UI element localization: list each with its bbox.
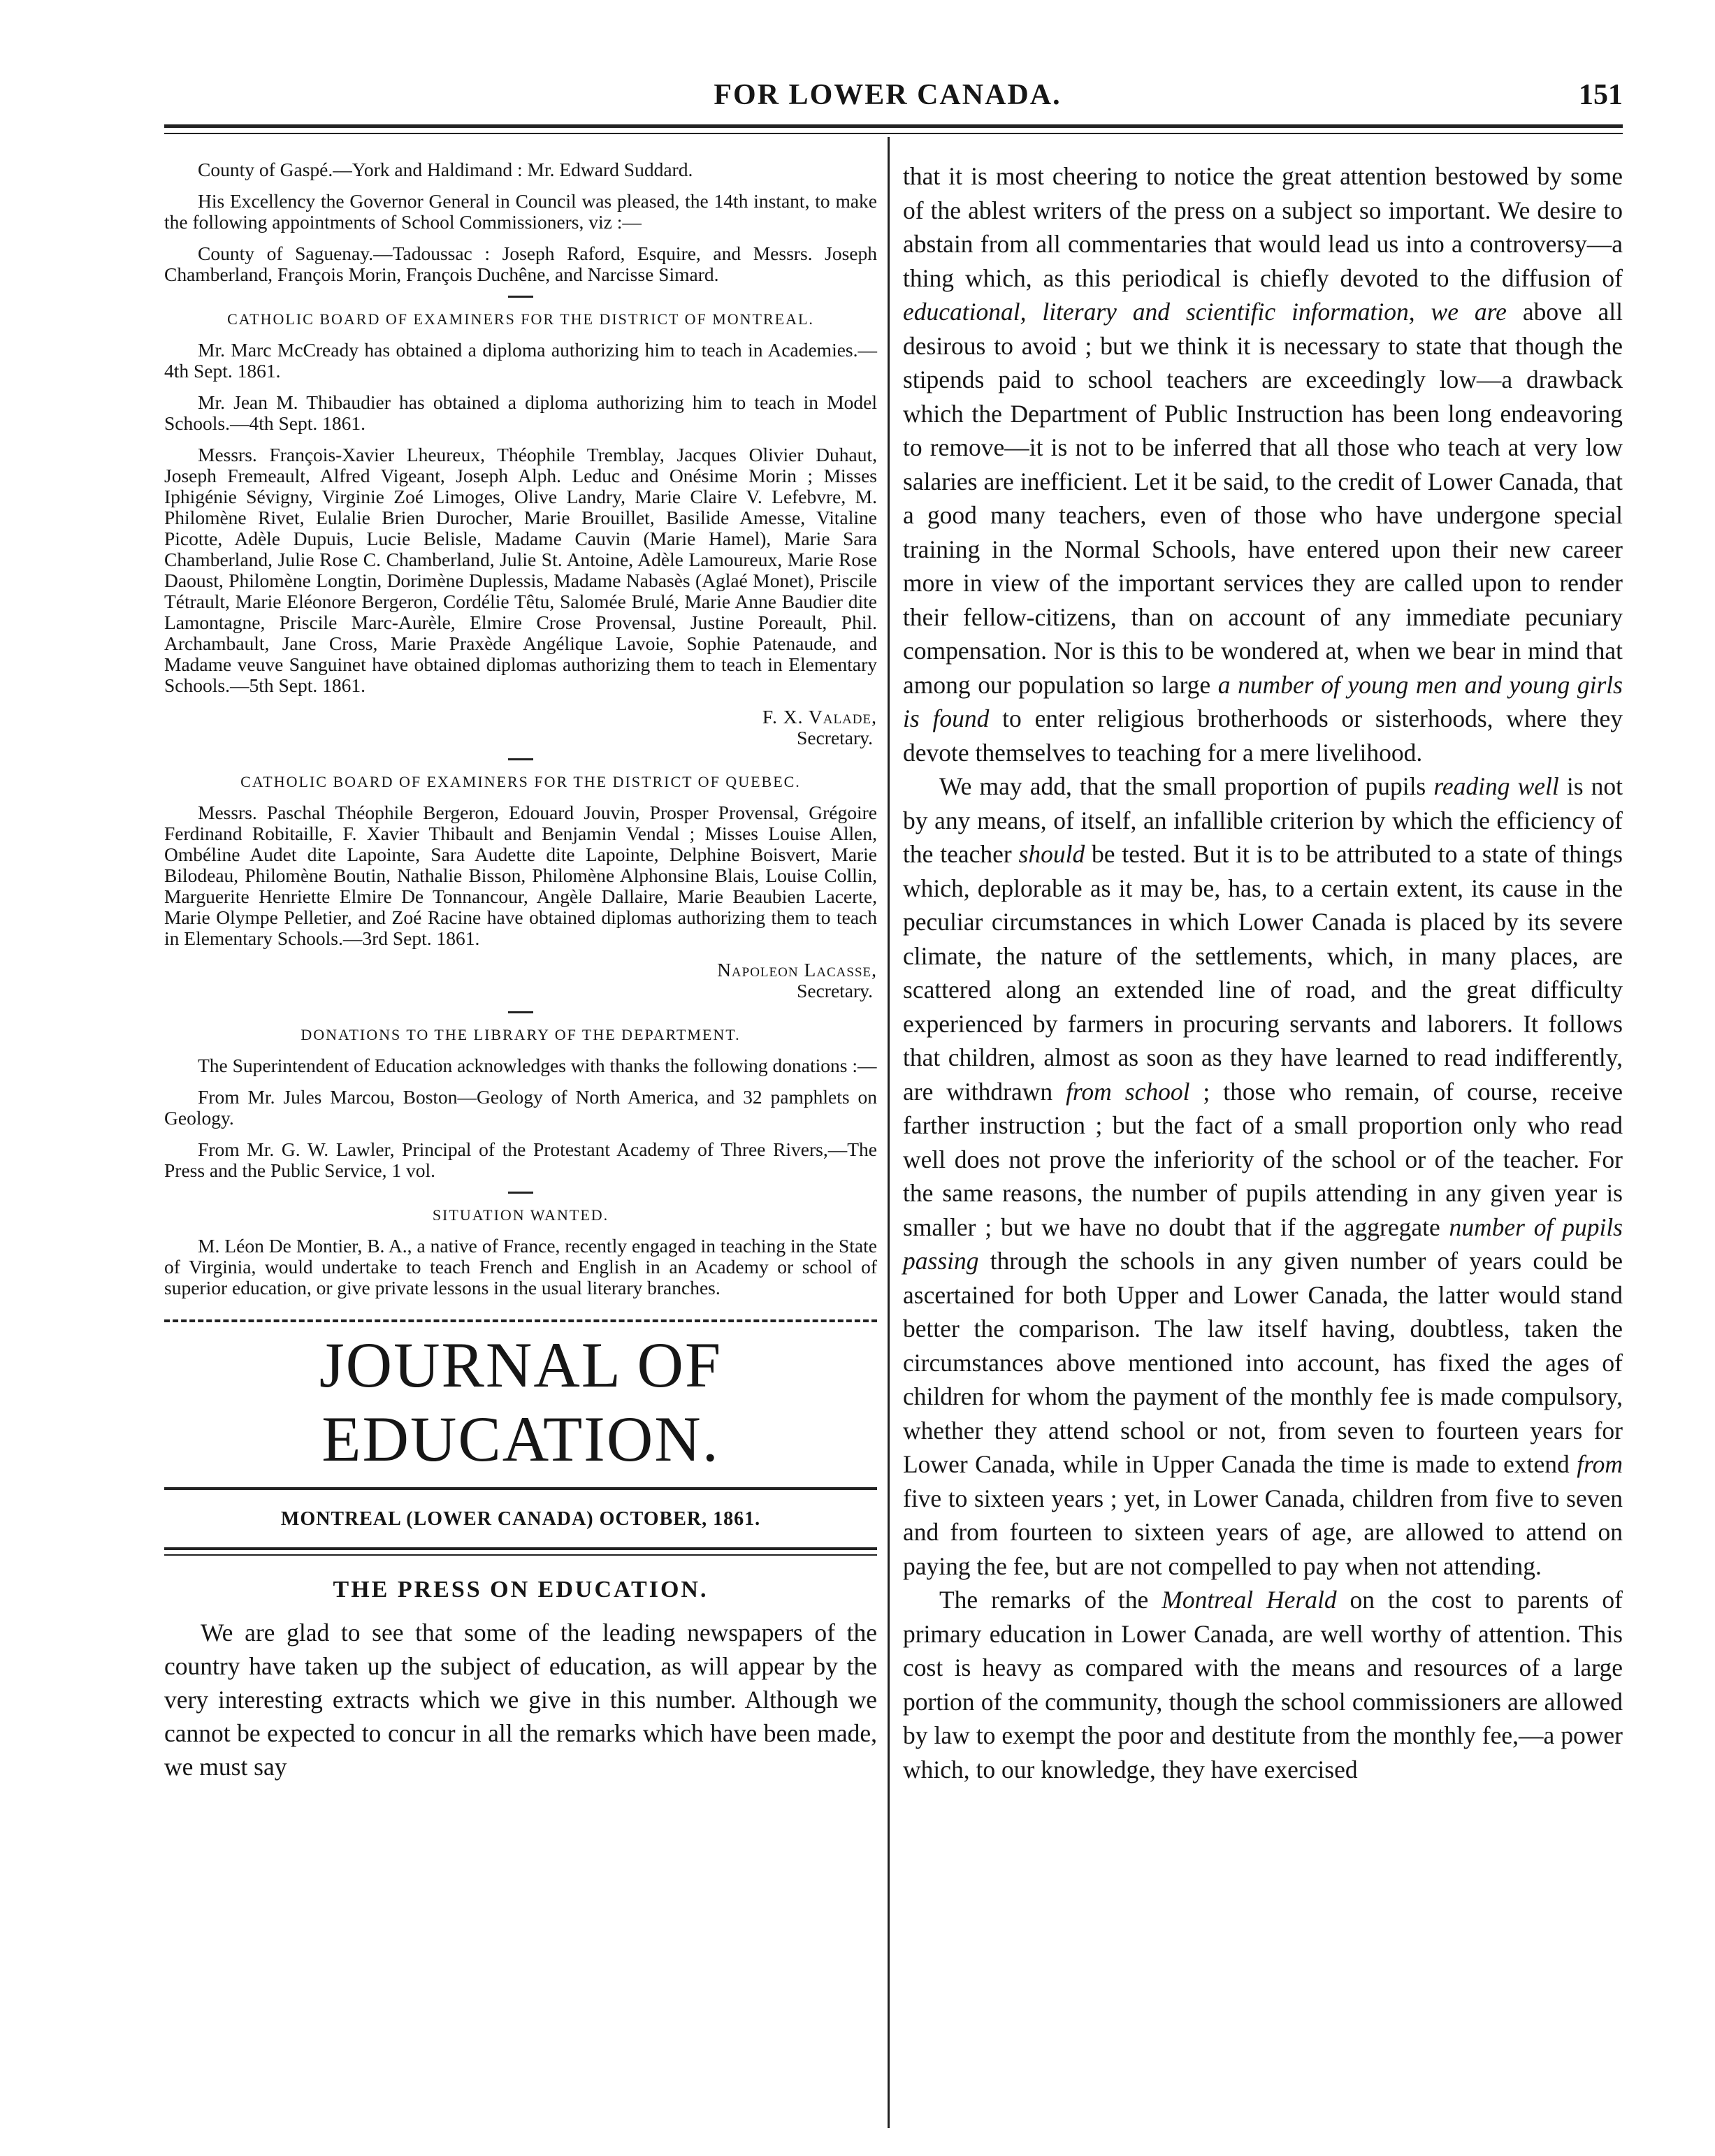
notice-paragraph: From Mr. Jules Marcou, Boston—Geology of North America, and 32 pamphlets on Geology. xyxy=(164,1086,877,1129)
article-paragraph: We are glad to see that some of the leading newspapers of the country have taken up the subject of education, as will appear by the very interesting extracts which we give in this number. Although we cannot be expected to concur in all the remarks which have been made, we must say xyxy=(164,1619,877,1781)
italic-run: from xyxy=(1577,1450,1623,1478)
signature xyxy=(164,707,877,748)
text-run: ; those who remain, of course, receive farther instruction ; but the fact of a small proportion only who read well does not prove the inferiority of the school or of the teacher. For the same reasons, the number of pupils attending in any given year is smaller ; but we have no doubt that if the aggregate xyxy=(903,1077,1623,1241)
italic-run: Montreal Herald xyxy=(1162,1586,1337,1614)
notice-paragraph: From Mr. G. W. Lawler, Principal of the Protestant Academy of Three Rivers,—The Press and the Public Service, 1 vol. xyxy=(164,1138,877,1181)
italic-run: reading well xyxy=(1433,772,1559,800)
text-run: that it is most cheering to notice the great attention bestowed by some of the ablest writers of the press on a subject so important. We desire to abstain from all commentaries that would lead us into a controversy—a thing which, as this periodical is chiefly devoted to the diffusion of xyxy=(903,162,1623,292)
italic-run: a number of young men and young girls is found xyxy=(903,670,1623,732)
right-column xyxy=(903,159,1623,1786)
section-heading: CATHOLIC BOARD OF EXAMINERS FOR THE DISTRICT OF MONTREAL. xyxy=(227,310,814,328)
dashed-rule xyxy=(164,1319,877,1322)
notice-paragraph: Mr. Marc McCready has obtained a diploma authorizing him to teach in Academies.—4th Sept. 1861. xyxy=(164,339,877,382)
section-dash xyxy=(508,296,533,298)
article-paragraph xyxy=(903,769,1623,1583)
notice-paragraph: County of Saguenay.—Tadoussac : Joseph Raford, Esquire, and Messrs. Joseph Chamberland, François Morin, François Duchêne, and Narcisse Simard. xyxy=(164,243,877,285)
article-paragraph xyxy=(903,1583,1623,1786)
column-divider xyxy=(888,137,890,2128)
notice-paragraph: Messrs. François-Xavier Lheureux, Théophile Tremblay, Jacques Olivier Duhaut, Joseph Fremeault, Alfred Vigeant, Joseph Alph. Leduc and Onésime Morin ; Misses Iphigénie Sévigny, Virginie Zoé Limoges, Olive Landry, Marie Claire V. Lefebvre, M. Philomène Rivet, Eulalie Brien Durocher, Marie Brouillet, Basilide Amesse, Vitaline Picotte, Adèle Dupuis, Lucie Belisle, Madame Cauvin (Marie Hamel), Marie Sara Chamberland, Julie Rose C. Chamberland, Julie St. Antoine, Adèle Lamoureux, Marie Rose Daoust, Philomène Longtin, Dorimène Duplessis, Madame Nabasès (Aglaé Monet), Priscile Tétrault, Marie Eléonore Bergeron, Cordélie Têtu, Salomée Brulé, Marie Anne Baudier dite Lamontagne, Priscile Marc-Aurèle, Elmire Crose Provensal, Justine Poreault, Phil. Archambault, Jane Cross, Marie Praxède Angélique Lavoie, Sophie Patenaude, and Madame veuve Sanguinet have obtained diplomas authorizing them to teach in Elementary Schools.—5th Sept. 1861. xyxy=(164,444,877,696)
header-rule xyxy=(164,124,1623,128)
article-title: THE PRESS ON EDUCATION. xyxy=(333,1577,709,1602)
text-run: through the schools in any given number of years could be ascertained for both Upper and Lower Canada, the latter would stand better the comparison. The law itself having, doubtless, taken the circumstances above mentioned into account, has fixed the ages of children for whom the payment of the monthly fee is made compulsory, whether they attend school or not, from seven to fourteen years for Lower Canada, while in Upper Canada the time is made to extend xyxy=(903,1247,1623,1478)
journal-title: JOURNAL OF EDUCATION. xyxy=(319,1329,723,1475)
section-dash xyxy=(508,1011,533,1013)
article-body xyxy=(164,1616,877,1784)
signature-title: Secretary. xyxy=(797,727,873,748)
text-run: on the cost to parents of primary education in Lower Canada, are well worthy of attention. This cost is heavy as compared with the means and resources of a large portion of the community, though the school commissioners are allowed by law to exempt the poor and destitute from the monthly fee,—a power which, to our knowledge, they have exercised xyxy=(903,1586,1623,1784)
notice-paragraph: Mr. Jean M. Thibaudier has obtained a diploma authorizing him to teach in Model Schools.—4th Sept. 1861. xyxy=(164,391,877,434)
text-run: be tested. But it is to be attributed to a state of things which, deplorable as it may be, has, to a certain extent, its cause in the peculiar circumstances in which Lower Canada is placed by its severe climate, the nature of the settlements, which, in many places, are scattered along an extended line of road, and the great difficulty experienced by farmers in procuring servants and laborers. It follows that children, almost as soon as they have learned to read indifferently, are withdrawn xyxy=(903,840,1623,1106)
section-heading: SITUATION WANTED. xyxy=(432,1206,609,1224)
notice-paragraph: Messrs. Paschal Théophile Bergeron, Edouard Jouvin, Prosper Provensal, Grégoire Ferdinand Robitaille, F. Xavier Thibault and Benjamin Vendal ; Misses Louise Allen, Ombéline Audet dite Lapointe, Sara Audette dite Lapointe, Delphine Boisvert, Marie Bilodeau, Philomène Boutin, Nathalie Bisson, Philomène Alphonsine Blais, Louise Collin, Marguerite Henriette Elmire De Tonnancour, Angèle Dallaire, Marie Beaubien Lacerte, Marie Olympe Pelletier, and Zoé Racine have obtained diplomas authorizing them to teach in Elementary Schools.—3rd Sept. 1861. xyxy=(164,802,877,949)
notice-paragraph: M. Léon De Montier, B. A., a native of France, recently engaged in teaching in the State of Virginia, would undertake to teach French and English in an Academy or school of superior education, or give private lessons in the usual literary branches. xyxy=(164,1235,877,1298)
dateline-rule-thin xyxy=(164,1554,877,1556)
text-run: The remarks of the xyxy=(939,1586,1162,1614)
italic-run: number of pupils passing xyxy=(903,1213,1623,1275)
text-run: We may add, that the small proportion of pupils xyxy=(939,772,1434,800)
italic-run: should xyxy=(1018,840,1085,868)
running-head: FOR LOWER CANADA. xyxy=(714,79,1062,111)
notice-paragraph: The Superintendent of Education acknowledges with thanks the following donations :— xyxy=(198,1055,877,1076)
signature-name: Napoleon Lacasse, xyxy=(717,959,877,981)
page-number: 151 xyxy=(1579,79,1623,111)
title-rule xyxy=(164,1487,877,1490)
notice-paragraph: County of Gaspé.—York and Haldimand : Mr. Edward Suddard. xyxy=(198,159,693,180)
italic-run: from school xyxy=(1066,1077,1190,1106)
section-heading: DONATIONS TO THE LIBRARY OF THE DEPARTMENT. xyxy=(301,1026,741,1043)
dateline-rule xyxy=(164,1547,877,1550)
header-rule-thin xyxy=(164,133,1623,134)
signature-title: Secretary. xyxy=(797,980,873,1001)
dateline: MONTREAL (LOWER CANADA) OCTOBER, 1861. xyxy=(280,1508,761,1530)
notices-block xyxy=(164,159,877,1298)
section-dash xyxy=(508,1192,533,1194)
text-run: five to sixteen years ; yet, in Lower Canada, children from five to seven and from fourteen to sixteen years of age, are allowed to attend on paying the fee, but are not compelled to pay when not attending. xyxy=(903,1484,1623,1580)
notice-paragraph: His Excellency the Governor General in Council was pleased, the 14th instant, to make the following appointments of School Commissioners, viz :— xyxy=(164,190,877,233)
signature xyxy=(164,960,877,1001)
signature-name: F. X. Valade, xyxy=(762,706,877,728)
text-run: above all desirous to avoid ; but we think it is necessary to state that though the stipends paid to school teachers are exceedingly low—a drawback which the Department of Public Instruction has been long endeavoring to remove—it is not to be inferred that all those who teach at very low salaries are inefficient. Let it be said, to the credit of Lower Canada, that a good many teachers, even of those who have undergone special training in the Normal Schools, have entered upon their new career more in view of the important services they are called upon to render their fellow-citizens, than on account of any immediate pecuniary compensation. Nor is this to be wondered at, when we bear in mind that among our population so large xyxy=(903,298,1623,699)
article-paragraph xyxy=(903,159,1623,769)
section-heading: CATHOLIC BOARD OF EXAMINERS FOR THE DISTRICT OF QUEBEC. xyxy=(240,773,801,790)
italic-run: educational, literary and scientific information, we are xyxy=(903,298,1507,326)
text-run: is not by any means, of itself, an infallible criterion by which the efficiency of the teacher xyxy=(903,772,1623,868)
left-column xyxy=(164,159,877,1784)
text-run: to enter religious brotherhoods or sisterhoods, where they devote themselves to teaching for a mere livelihood. xyxy=(903,704,1623,767)
section-dash xyxy=(508,758,533,760)
